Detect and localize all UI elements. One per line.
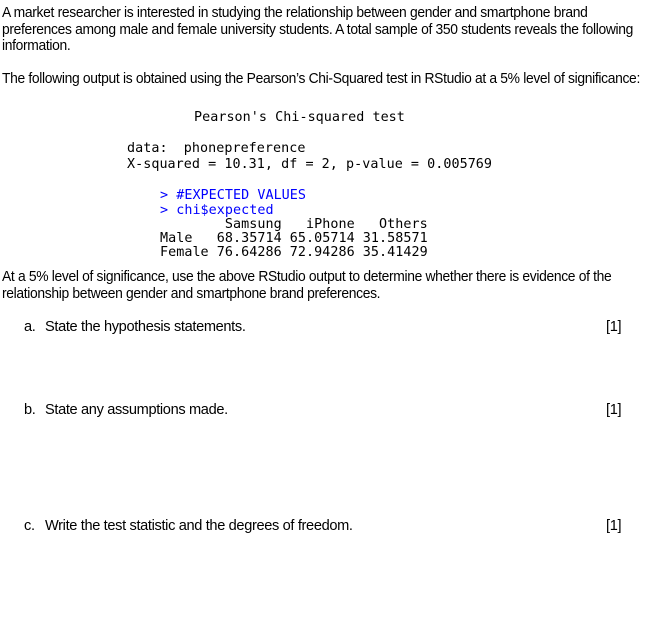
question-marks: [1] — [606, 518, 622, 534]
expected-table-row-male: Male 68.35714 65.05714 31.58571 — [160, 231, 428, 246]
stats-line: X-squared = 10.31, df = 2, p-value = 0.005769 — [127, 157, 493, 172]
question-text: State any assumptions made. — [45, 402, 228, 418]
expected-table-row-female: Female 76.64286 72.94286 35.41429 — [160, 245, 428, 260]
expected-table-header: Samsung iPhone Others — [160, 217, 428, 232]
question-marks: [1] — [606, 402, 622, 418]
question-letter: a. — [24, 319, 36, 335]
console-comment-line: > #EXPECTED VALUES — [160, 188, 307, 203]
instruction-paragraph: At a 5% level of significance, use the above RStudio output to determine whether there is evidence of the relationship between gender and smartphone brand preferences. — [2, 269, 612, 302]
test-title: Pearson's Chi-squared test — [194, 110, 405, 125]
intro-paragraph-2: The following output is obtained using the Pearson’s Chi-Squared test in RStudio at a 5% level of significance: — [2, 71, 640, 87]
data-line: data: phonepreference — [127, 141, 306, 156]
console-command-line: > chi$expected — [160, 203, 274, 218]
question-letter: c. — [24, 518, 35, 534]
question-text: State the hypothesis statements. — [45, 319, 246, 335]
intro-paragraph-1: A market researcher is interested in studying the relationship between gender and smartphone brand preferences among male and female university students. A total sample of 350 students reveals the following information. — [2, 5, 634, 54]
question-text: Write the test statistic and the degrees of freedom. — [45, 518, 353, 534]
question-b — [24, 402, 624, 420]
question-c — [24, 518, 624, 536]
question-letter: b. — [24, 402, 36, 418]
question-a — [24, 319, 624, 337]
question-marks: [1] — [606, 319, 622, 335]
